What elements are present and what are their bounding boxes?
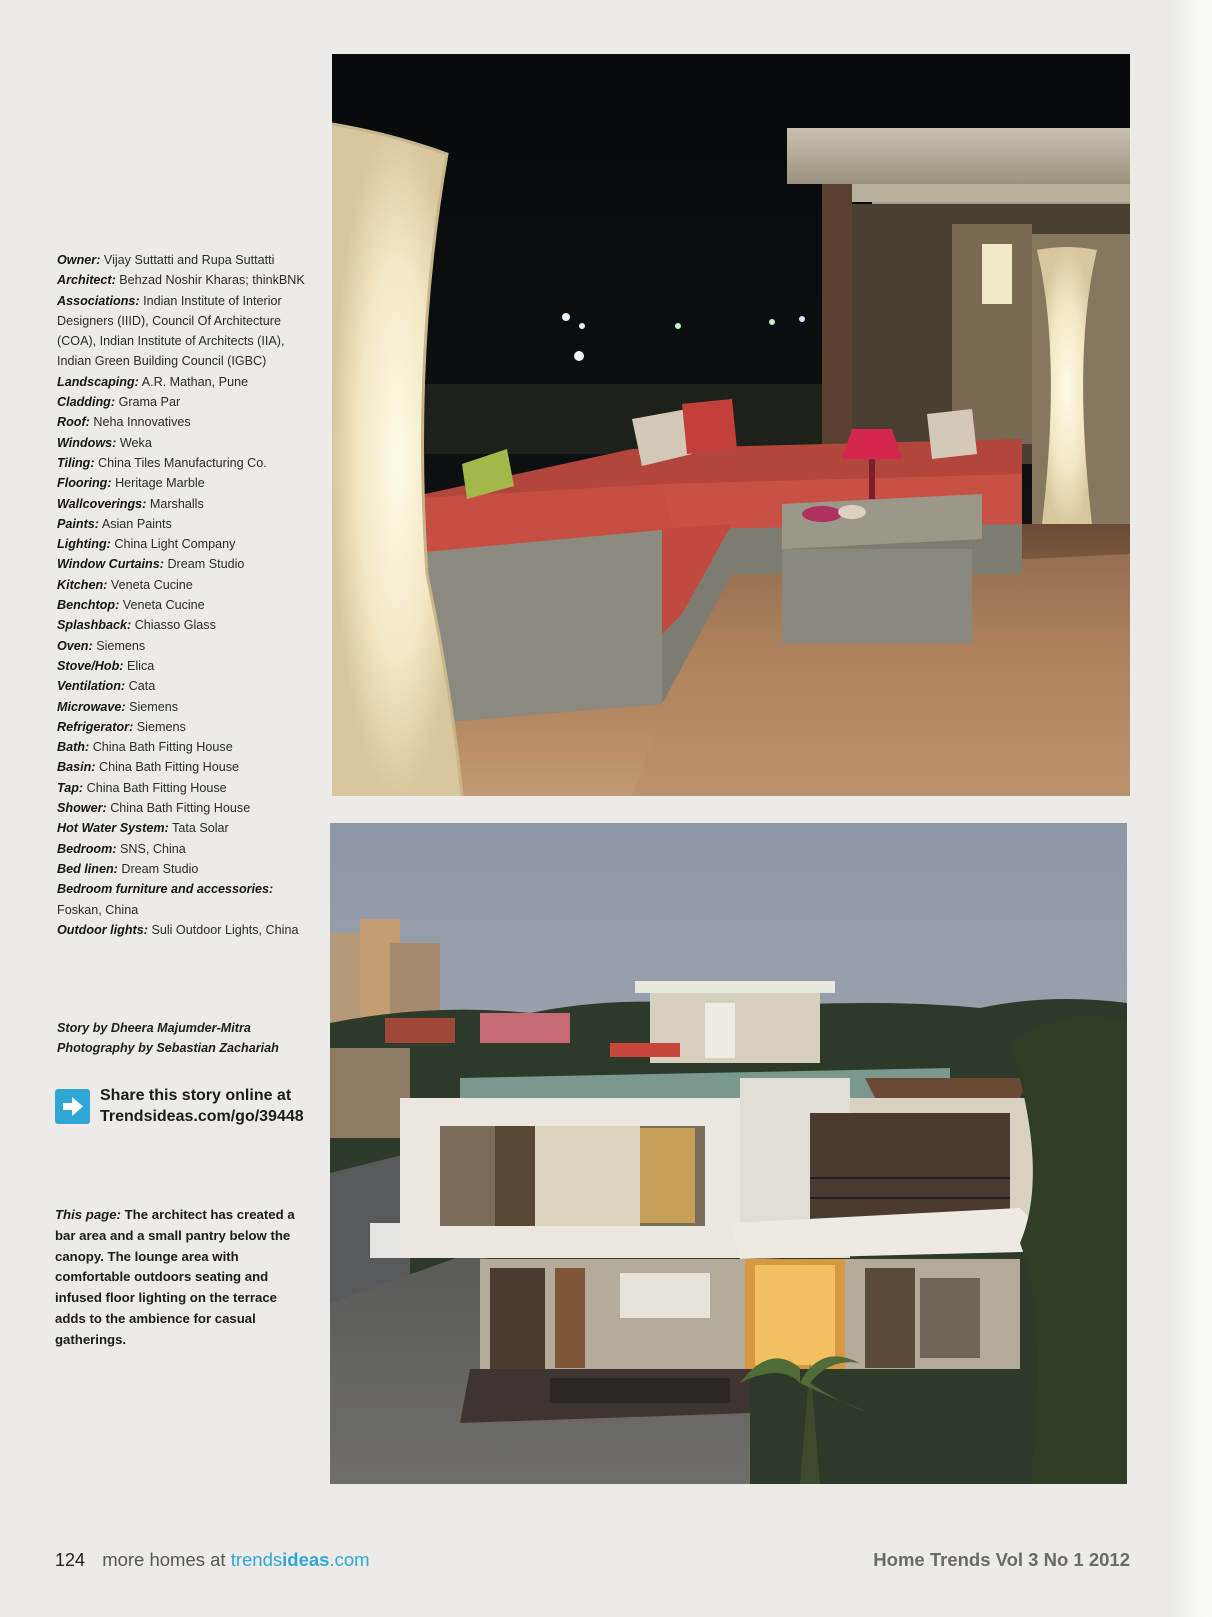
credit-label: Refrigerator: <box>57 719 134 734</box>
credit-item <box>57 636 317 656</box>
credit-value: Behzad Noshir Kharas; thinkBNK <box>119 273 305 288</box>
credit-label: Microwave: <box>57 699 126 714</box>
credit-value: China Bath Fitting House <box>99 760 240 775</box>
credit-value: Neha Innovatives <box>93 415 191 430</box>
credit-value: Asian Paints <box>101 516 172 531</box>
credit-item <box>57 778 317 798</box>
caption-label: This page: <box>55 1207 121 1222</box>
house-exterior-photo <box>330 823 1127 1484</box>
credits-list <box>57 250 317 940</box>
credit-item <box>57 615 317 635</box>
credit-label: Stove/Hob: <box>57 658 124 673</box>
credit-label: Tap: <box>57 780 84 795</box>
arrow-right-icon <box>55 1089 90 1124</box>
credit-value: Veneta Cucine <box>110 577 193 592</box>
credit-value: Suli Outdoor Lights, China <box>151 922 299 937</box>
credit-label: Bath: <box>57 740 90 755</box>
credit-label: Architect: <box>57 273 116 288</box>
credit-value: A.R. Mathan, Pune <box>141 374 249 389</box>
story-credit: Story by Dheera Majumder-Mitra <box>57 1021 251 1035</box>
credit-item <box>57 717 317 737</box>
credit-item <box>57 453 317 473</box>
credit-label: Shower: <box>57 801 107 816</box>
credit-label: Outdoor lights: <box>57 922 148 937</box>
credit-label: Bedroom furniture and accessories: <box>57 882 274 897</box>
credit-value: Heritage Marble <box>115 476 205 491</box>
credit-value: Dream Studio <box>167 557 245 572</box>
credit-item <box>57 839 317 859</box>
credit-item <box>57 879 317 920</box>
credit-value: China Tiles Manufacturing Co. <box>98 455 267 470</box>
credit-value: SNS, China <box>119 841 186 856</box>
footer-left <box>55 1549 370 1571</box>
byline <box>57 1018 317 1059</box>
credit-label: Associations: <box>57 293 140 308</box>
credit-value: China Bath Fitting House <box>110 801 251 816</box>
credit-label: Tiling: <box>57 455 95 470</box>
credit-item <box>57 818 317 838</box>
credit-label: Windows: <box>57 435 117 450</box>
credit-label: Paints: <box>57 516 99 531</box>
credit-item <box>57 534 317 554</box>
credit-label: Owner: <box>57 253 101 267</box>
credit-item <box>57 697 317 717</box>
credit-item <box>57 473 317 493</box>
site-com: com <box>334 1549 370 1570</box>
credit-label: Flooring: <box>57 476 112 491</box>
credit-item <box>57 575 317 595</box>
more-homes-text: more homes at <box>102 1549 226 1570</box>
photography-credit: Photography by Sebastian Zachariah <box>57 1041 279 1056</box>
site-trends: trends <box>230 1549 283 1570</box>
credit-value: Dream Studio <box>121 861 199 876</box>
credit-value: Veneta Cucine <box>122 598 205 613</box>
credit-value: China Light Company <box>114 537 236 552</box>
credit-item <box>57 554 317 574</box>
credit-label: Benchtop: <box>57 598 120 613</box>
credit-item <box>57 372 317 392</box>
credit-item <box>57 798 317 818</box>
credit-item <box>57 595 317 615</box>
credit-value: Weka <box>119 435 152 450</box>
photo-caption <box>55 1205 307 1351</box>
credit-item <box>57 412 317 432</box>
credit-value: Siemens <box>136 719 186 734</box>
credit-value: Indian Institute of Interior Designers (IIID), Council Of Architecture (COA), Indian Institute of Architects (IIA), Indian Green Building Council (IGBC) <box>57 293 285 369</box>
credit-item <box>57 514 317 534</box>
credit-item <box>57 494 317 514</box>
credit-item <box>57 433 317 453</box>
credit-value: Elica <box>126 658 155 673</box>
credit-label: Oven: <box>57 638 93 653</box>
credit-value: Marshalls <box>149 496 204 511</box>
credit-value: Foskan, China <box>57 902 139 917</box>
credit-label: Roof: <box>57 415 90 430</box>
credit-value: China Bath Fitting House <box>86 780 227 795</box>
credit-label: Splashback: <box>57 618 132 633</box>
share-text[interactable] <box>100 1085 330 1127</box>
page-edge <box>1172 0 1212 1617</box>
credit-label: Bed linen: <box>57 861 118 876</box>
credit-value: Vijay Suttatti and Rupa Suttatti <box>103 253 275 267</box>
credit-label: Ventilation: <box>57 679 126 694</box>
credit-label: Basin: <box>57 760 96 775</box>
credit-item <box>57 737 317 757</box>
credit-label: Window Curtains: <box>57 557 164 572</box>
credit-item <box>57 676 317 696</box>
credit-label: Lighting: <box>57 537 111 552</box>
share-line-1: Share this story online at <box>100 1087 292 1104</box>
credit-item <box>57 920 317 940</box>
credit-value: Siemens <box>129 699 179 714</box>
credit-value: Grama Par <box>118 395 181 410</box>
credit-item <box>57 757 317 777</box>
credit-item <box>57 291 317 372</box>
credit-label: Landscaping: <box>57 374 139 389</box>
credit-value: China Bath Fitting House <box>92 740 233 755</box>
share-url[interactable]: Trendsideas.com/go/39448 <box>100 1108 304 1125</box>
credit-item <box>57 656 317 676</box>
credit-value: Cata <box>128 679 156 694</box>
credit-label: Bedroom: <box>57 841 117 856</box>
credit-item <box>57 859 317 879</box>
site-link[interactable] <box>231 1549 370 1570</box>
credit-label: Hot Water System: <box>57 821 169 836</box>
credit-item <box>57 392 317 412</box>
caption-text: The architect has created a bar area and a small pantry below the canopy. The lounge area with comfortable outdoors seating and infused floor lighting on the terrace adds to the ambience for casual gatherings. <box>55 1207 295 1347</box>
lounge-terrace-photo <box>332 54 1130 796</box>
site-dot: . <box>329 1549 335 1570</box>
page-number: 124 <box>55 1550 86 1570</box>
credit-item <box>57 250 317 270</box>
site-ideas: ideas <box>282 1549 330 1570</box>
share-link[interactable] <box>55 1085 325 1135</box>
credit-value: Tata Solar <box>172 821 229 836</box>
credit-item <box>57 270 317 290</box>
credit-label: Kitchen: <box>57 577 108 592</box>
credit-label: Cladding: <box>57 395 116 410</box>
credit-value: Siemens <box>96 638 146 653</box>
credit-value: Chiasso Glass <box>134 618 216 633</box>
magazine-issue: Home Trends Vol 3 No 1 2012 <box>873 1549 1130 1570</box>
credit-label: Wallcoverings: <box>57 496 147 511</box>
